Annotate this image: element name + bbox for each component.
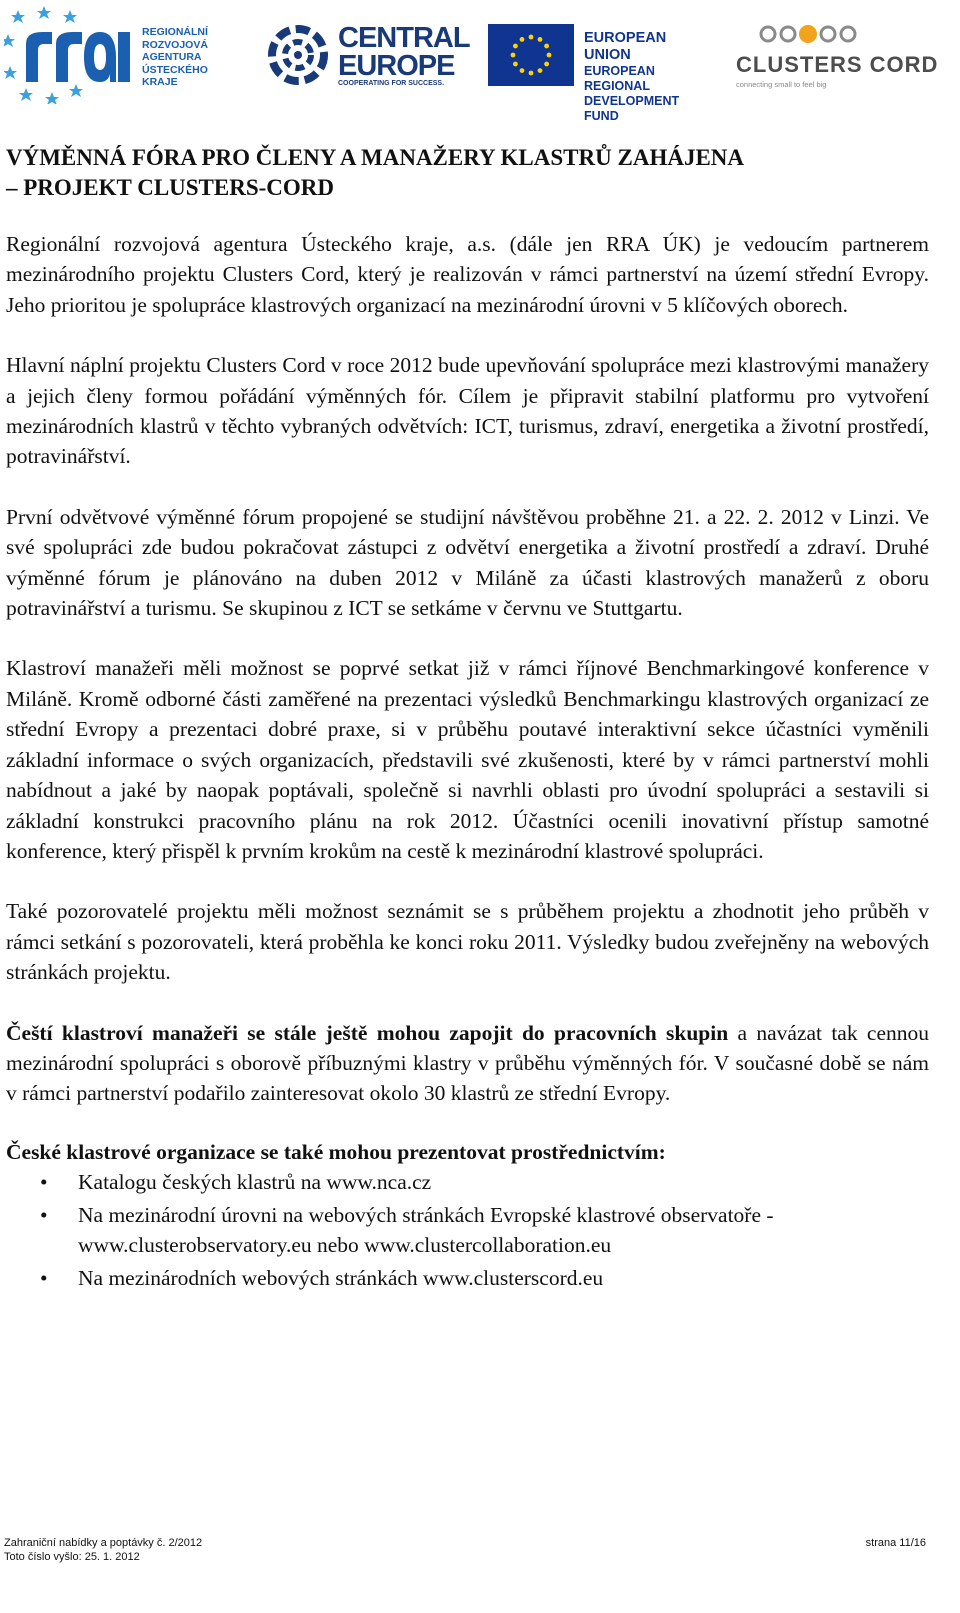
central-europe-tagline: COOPERATING FOR SUCCESS.	[338, 80, 445, 87]
bullet-icon: •	[40, 1202, 48, 1227]
paragraph-6-rest: a navázat tak cennou mezinárodní spolupráci s oborově příbuznými klastry v průběhu výměnných fór. V současné době se nám v rámci partnerství podařilo zainteresovat okolo 30 klastrů ze střední Evropy.	[6, 1020, 929, 1106]
footer-page-number: strana 11/16	[865, 1537, 926, 1549]
article-heading	[6, 143, 929, 203]
paragraph-6-lead: Čeští klastroví manažeři se stále ještě mohou zapojit do pracovních skupin	[6, 1020, 729, 1045]
rra-logo-text	[142, 26, 244, 89]
central-europe-word-1: CENTRAL	[338, 22, 470, 54]
rra-emblem-icon	[4, 4, 144, 104]
paragraph-5: Také pozorovatelé projektu měli možnost seznámit se s průběhem projektu a zhodnotit jeho průběh v rámci setkání s pozorovateli, která proběhla ke konci roku 2011. Výsledky budou zveřejněny na webových stránkách projektu.	[6, 899, 929, 985]
eu-line-1: EUROPEAN UNION	[584, 30, 667, 63]
rra-line-2: ROZVOJOVÁ	[142, 38, 208, 51]
paragraph-1: Regionální rozvojová agentura Ústeckého kraje, a.s. (dále jen RRA ÚK) je vedoucím partnerem mezinárodního projektu Clusters Cord, který je realizován v rámci partnerství na území střední Evropy. Jeho prioritou je spolupráce klastrových organizací na mezinárodní úrovni v 5 klíčových oborech.	[6, 232, 929, 317]
list-item	[6, 1200, 929, 1261]
paragraph-4: Klastroví manažeři měli možnost se poprvé setkat již v rámci říjnové Benchmarkingové konference v Miláně. Kromě odborné části zaměřené na prezentaci výsledků Benchmarkingu klastrových organizací ze střední Evropy a prezentaci dobré praxe, si v průběhu poutavé interaktivní sekce účastníci vyměnili základní informace o svých organizacích, představili své zkušenosti, které by v rámci partnerství mohli nabídnout a jaké by naopak poptávali, společně si navrhli oblasti pro úvodní spolupráci a sestavili si základní konstrukci pracovního plánu na rok 2012. Účastníci ocenili inovativní přístup samotné konference, který přispěl k prvním krokům na cestě k mezinárodní klastrové spolupráci.	[6, 656, 929, 863]
eu-line-2: EUROPEAN REGIONAL	[584, 64, 655, 93]
clusters-cord-tagline: connecting small to feel big	[736, 80, 827, 89]
list-item	[6, 1263, 929, 1294]
eu-line-3: DEVELOPMENT FUND	[584, 94, 680, 123]
list-item	[6, 1167, 929, 1198]
rra-line-4: ÚSTECKÉHO KRAJE	[142, 63, 208, 88]
bullet-icon: •	[40, 1170, 48, 1195]
heading-line-2: – PROJEKT CLUSTERS-CORD	[6, 175, 335, 200]
central-europe-logo	[262, 20, 472, 90]
footer-issue-date: Toto číslo vyšlo: 25. 1. 2012	[4, 1551, 140, 1563]
clusters-cord-word: CLUSTERS CORD	[736, 52, 939, 77]
paragraph-2: Hlavní náplní projektu Clusters Cord v roce 2012 bude upevňování spolupráce mezi klastrovými manažery a jejich členy formou pořádání výměnných fór. Cílem je připravit stabilní platformu pro vytvoření mezinárodních klastrů v těchto vybraných odvětvích: ICT, turismus, zdraví, energetika a životní prostředí, potravinářství.	[6, 353, 929, 469]
eu-logo	[488, 24, 716, 123]
paragraph-3: První odvětvové výměnné fórum propojené se studijní návštěvou proběhne 21. a 22. 2. 2012 v Linzi. Ve své spolupráci zde budou pokračovat zástupci z odvětví energetika a životní prostředí a zdraví. Druhé výměnné fórum je plánováno na duben 2012 v Miláně za účasti klastrových manažerů z oboru potravinářství a turismu. Se skupinou z ICT se setkáme v červnu ve Stuttgartu.	[6, 504, 929, 621]
paragraph-6	[6, 1018, 929, 1109]
central-europe-swirl-icon	[262, 20, 334, 90]
presentation-list	[6, 1167, 929, 1293]
article	[6, 143, 929, 1296]
eu-logo-text	[584, 30, 716, 124]
rra-line-3: AGENTURA	[142, 51, 202, 63]
logo-bar	[0, 0, 960, 123]
list-item-text: Na mezinárodních webových stránkách www.clusterscord.eu	[78, 1265, 604, 1290]
central-europe-word-2: EUROPE	[338, 50, 455, 82]
footer-publication: Zahraniční nabídky a poptávky č. 2/2012	[4, 1537, 203, 1549]
clusters-cord-logo	[736, 20, 939, 92]
rra-line-1: REGIONÁLNÍ	[142, 26, 208, 38]
list-item-text: Katalogu českých klastrů na www.nca.cz	[78, 1170, 432, 1195]
clusters-cord-rings-icon	[736, 20, 876, 50]
bullet-icon: •	[40, 1265, 48, 1290]
rra-logo	[4, 4, 244, 104]
heading-line-1: VÝMĚNNÁ FÓRA PRO ČLENY A MANAŽERY KLASTRŮ ZAHÁJENA	[6, 145, 744, 170]
presentation-title: České klastrové organizace se také mohou prezentovat prostřednictvím:	[6, 1139, 666, 1164]
list-item-text: Na mezinárodní úrovni na webových stránkách Evropské klastrové observatoře - www.clusterobservatory.eu nebo www.clustercollaboration.eu	[78, 1202, 774, 1258]
eu-flag-icon	[488, 24, 574, 86]
